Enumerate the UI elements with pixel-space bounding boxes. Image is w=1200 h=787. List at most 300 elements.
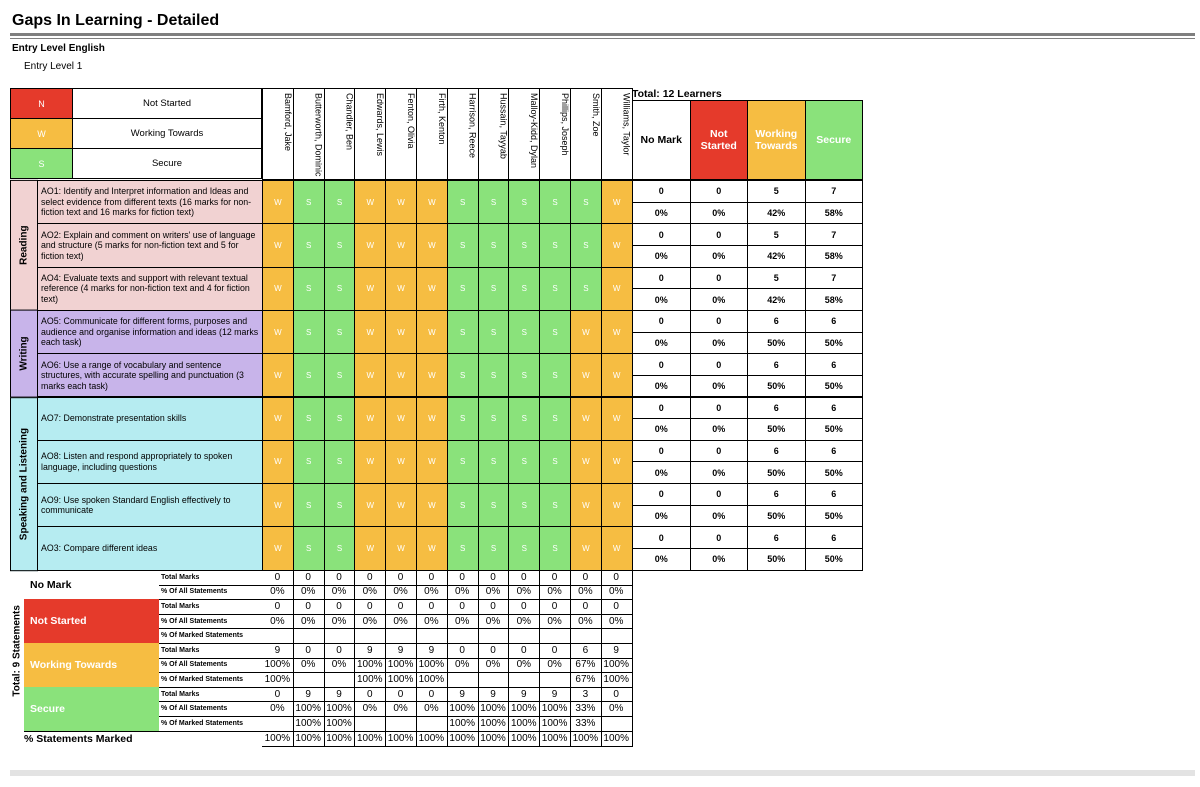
- mark-cell[interactable]: W: [601, 353, 633, 397]
- mark-cell[interactable]: W: [416, 483, 448, 527]
- stat-row-label: % Of All Statements: [159, 614, 262, 630]
- mark-cell[interactable]: W: [570, 440, 602, 484]
- section-writing: Writing: [10, 310, 38, 398]
- status-group-secure: Secure: [24, 687, 159, 732]
- mark-cell[interactable]: W: [416, 310, 448, 354]
- mark-cell[interactable]: S: [508, 223, 540, 267]
- pct-marked-value: 100%: [447, 731, 479, 747]
- stat-value: 0%: [354, 614, 386, 630]
- summary-percent: 0%: [632, 332, 691, 355]
- summary-count: 6: [747, 526, 806, 549]
- stat-value: [508, 672, 540, 688]
- pct-marked-value: 100%: [293, 731, 325, 747]
- stat-value: 0: [478, 599, 510, 615]
- mark-cell[interactable]: W: [262, 180, 294, 224]
- stat-value: 100%: [385, 658, 417, 674]
- mark-cell[interactable]: S: [508, 267, 540, 311]
- mark-cell[interactable]: S: [447, 483, 479, 527]
- stat-value: [262, 716, 294, 732]
- mark-cell[interactable]: S: [508, 180, 540, 224]
- stat-value: 3: [570, 687, 602, 703]
- mark-cell[interactable]: S: [478, 310, 510, 354]
- stat-value: 100%: [293, 701, 325, 717]
- mark-cell[interactable]: S: [324, 397, 356, 441]
- summary-percent: 0%: [690, 548, 749, 571]
- mark-cell[interactable]: W: [262, 397, 294, 441]
- mark-cell[interactable]: W: [262, 440, 294, 484]
- summary-percent: 0%: [690, 418, 749, 441]
- mark-cell[interactable]: W: [262, 310, 294, 354]
- stat-value: 9: [508, 687, 540, 703]
- stat-value: 6: [570, 643, 602, 659]
- stat-value: 0: [508, 570, 540, 586]
- stat-value: 100%: [539, 701, 571, 717]
- stat-value: 9: [416, 643, 448, 659]
- stat-value: 0: [324, 570, 356, 586]
- stat-value: 0%: [539, 614, 571, 630]
- mark-cell[interactable]: S: [539, 440, 571, 484]
- stat-value: [478, 672, 510, 688]
- mark-cell[interactable]: S: [478, 353, 510, 397]
- level-heading: Entry Level 1: [24, 61, 83, 72]
- objective-text: AO6: Use a range of vocabulary and sentence structures, with accurate spelling and punctuation (3 marks each task): [37, 353, 263, 397]
- summary-count: 0: [690, 310, 749, 333]
- legend-label: Working Towards: [72, 118, 262, 149]
- pct-marked-value: 100%: [508, 731, 540, 747]
- page-title: Gaps In Learning - Detailed: [12, 12, 220, 29]
- pct-marked-value: 100%: [324, 731, 356, 747]
- stat-value: 67%: [570, 672, 602, 688]
- stat-value: 0%: [324, 658, 356, 674]
- mark-cell[interactable]: W: [262, 353, 294, 397]
- footer-bar: [10, 770, 1195, 776]
- stat-value: 9: [293, 687, 325, 703]
- mark-cell[interactable]: W: [354, 353, 386, 397]
- mark-cell[interactable]: S: [539, 180, 571, 224]
- stat-value: 0%: [416, 701, 448, 717]
- pct-marked-value: 100%: [601, 731, 633, 747]
- stat-value: 100%: [478, 701, 510, 717]
- summary-count: 6: [747, 353, 806, 376]
- stat-row-label: % Of Marked Statements: [159, 672, 262, 688]
- mark-cell[interactable]: W: [570, 483, 602, 527]
- summary-count: 0: [632, 310, 691, 333]
- mark-cell[interactable]: W: [385, 397, 417, 441]
- mark-cell[interactable]: S: [447, 526, 479, 570]
- mark-cell[interactable]: S: [539, 223, 571, 267]
- stat-value: 0: [478, 643, 510, 659]
- summary-percent: 0%: [632, 288, 691, 311]
- summary-count: 5: [747, 223, 806, 246]
- stat-value: 0: [262, 570, 294, 586]
- mark-cell[interactable]: S: [324, 310, 356, 354]
- mark-cell[interactable]: S: [478, 397, 510, 441]
- stat-row-label: % Of Marked Statements: [159, 716, 262, 732]
- stat-value: 100%: [416, 658, 448, 674]
- stat-value: 100%: [447, 716, 479, 732]
- summary-count: 0: [632, 267, 691, 290]
- mark-cell[interactable]: S: [293, 483, 325, 527]
- stat-value: 33%: [570, 716, 602, 732]
- stat-value: 0: [447, 643, 479, 659]
- stat-value: 100%: [262, 658, 294, 674]
- summary-count: 6: [747, 397, 806, 420]
- stat-value: 33%: [570, 701, 602, 717]
- stat-value: [539, 628, 571, 644]
- stat-value: 100%: [539, 716, 571, 732]
- mark-cell[interactable]: S: [324, 440, 356, 484]
- learner-header[interactable]: Hussain, Tayyab: [478, 88, 510, 180]
- stat-value: 100%: [447, 701, 479, 717]
- mark-cell[interactable]: S: [570, 180, 602, 224]
- stat-value: 67%: [570, 658, 602, 674]
- legend-letter-s: S: [10, 148, 73, 179]
- mark-cell[interactable]: S: [293, 267, 325, 311]
- stat-value: [570, 628, 602, 644]
- mark-cell[interactable]: S: [447, 180, 479, 224]
- summary-header-secure: Secure: [805, 100, 864, 180]
- mark-cell[interactable]: S: [539, 483, 571, 527]
- mark-cell[interactable]: S: [447, 223, 479, 267]
- stat-value: 9: [478, 687, 510, 703]
- stat-value: 0%: [570, 614, 602, 630]
- mark-cell[interactable]: S: [478, 223, 510, 267]
- mark-cell[interactable]: W: [385, 180, 417, 224]
- summary-percent: 0%: [632, 245, 691, 268]
- stat-value: 0: [539, 643, 571, 659]
- pct-statements-marked-label: % Statements Marked: [24, 732, 133, 745]
- summary-header-working-towards: Working Towards: [747, 100, 806, 180]
- mark-cell[interactable]: S: [293, 223, 325, 267]
- mark-cell[interactable]: S: [324, 223, 356, 267]
- mark-cell[interactable]: W: [416, 397, 448, 441]
- summary-percent: 0%: [632, 548, 691, 571]
- mark-cell[interactable]: W: [416, 267, 448, 311]
- summary-percent: 50%: [805, 461, 864, 484]
- mark-cell[interactable]: W: [354, 397, 386, 441]
- mark-cell[interactable]: S: [324, 267, 356, 311]
- section-speaking-and-listening: Speaking and Listening: [10, 397, 38, 571]
- learner-header[interactable]: Smith, Zoe: [570, 88, 602, 180]
- mark-cell[interactable]: W: [601, 397, 633, 441]
- stat-value: 0%: [478, 614, 510, 630]
- pct-marked-value: 100%: [262, 731, 294, 747]
- mark-cell[interactable]: S: [539, 310, 571, 354]
- stat-value: 100%: [478, 716, 510, 732]
- objective-text: AO3: Compare different ideas: [37, 526, 263, 570]
- summary-percent: 42%: [747, 288, 806, 311]
- summary-count: 0: [632, 223, 691, 246]
- objective-text: AO8: Listen and respond appropriately to spoken language, including questions: [37, 440, 263, 484]
- stat-value: 9: [539, 687, 571, 703]
- legend-letter-n: N: [10, 88, 73, 119]
- pct-marked-value: 100%: [478, 731, 510, 747]
- mark-cell[interactable]: W: [570, 353, 602, 397]
- stat-value: 0: [385, 687, 417, 703]
- stat-value: 0%: [262, 701, 294, 717]
- mark-cell[interactable]: S: [508, 353, 540, 397]
- summary-percent: 50%: [747, 375, 806, 398]
- summary-percent: 50%: [805, 548, 864, 571]
- stat-value: [447, 628, 479, 644]
- stat-value: 100%: [508, 716, 540, 732]
- mark-cell[interactable]: S: [570, 223, 602, 267]
- learner-header[interactable]: Firth, Kenton: [416, 88, 448, 180]
- stat-value: 0: [262, 687, 294, 703]
- mark-cell[interactable]: W: [385, 223, 417, 267]
- stat-value: 0: [570, 599, 602, 615]
- mark-cell[interactable]: W: [385, 267, 417, 311]
- stat-value: [601, 628, 633, 644]
- mark-cell[interactable]: W: [354, 440, 386, 484]
- stat-value: 0: [447, 570, 479, 586]
- mark-cell[interactable]: W: [385, 526, 417, 570]
- stat-value: 9: [354, 643, 386, 659]
- stat-value: 0: [478, 570, 510, 586]
- mark-cell[interactable]: W: [385, 310, 417, 354]
- status-group-no-mark: No Mark: [24, 570, 159, 600]
- stat-value: 0%: [385, 614, 417, 630]
- mark-cell[interactable]: S: [447, 440, 479, 484]
- summary-percent: 0%: [690, 461, 749, 484]
- mark-cell[interactable]: S: [324, 483, 356, 527]
- summary-percent: 50%: [747, 505, 806, 528]
- stat-value: 0: [385, 570, 417, 586]
- stat-row-label: Total Marks: [159, 570, 262, 586]
- summary-count: 6: [747, 440, 806, 463]
- stat-value: 9: [262, 643, 294, 659]
- stat-value: 0: [539, 570, 571, 586]
- stat-value: 0: [447, 599, 479, 615]
- stat-value: [478, 628, 510, 644]
- stat-value: 0%: [262, 585, 294, 601]
- stat-value: 0%: [601, 701, 633, 717]
- mark-cell[interactable]: S: [293, 440, 325, 484]
- summary-count: 6: [747, 483, 806, 506]
- learner-header[interactable]: Chandler, Ben: [324, 88, 356, 180]
- stat-value: [293, 672, 325, 688]
- mark-cell[interactable]: W: [570, 310, 602, 354]
- stat-value: 0: [539, 599, 571, 615]
- mark-cell[interactable]: W: [354, 526, 386, 570]
- mark-cell[interactable]: W: [385, 353, 417, 397]
- learner-header[interactable]: Bamford, Jake: [262, 88, 294, 180]
- mark-cell[interactable]: W: [601, 267, 633, 311]
- stat-value: [324, 672, 356, 688]
- mark-cell[interactable]: S: [508, 483, 540, 527]
- summary-percent: 0%: [632, 418, 691, 441]
- mark-cell[interactable]: S: [539, 397, 571, 441]
- stat-value: 0%: [354, 585, 386, 601]
- summary-percent: 50%: [805, 505, 864, 528]
- mark-cell[interactable]: S: [570, 267, 602, 311]
- mark-cell[interactable]: W: [385, 440, 417, 484]
- mark-cell[interactable]: W: [601, 526, 633, 570]
- stat-value: 0: [293, 643, 325, 659]
- mark-cell[interactable]: W: [416, 440, 448, 484]
- summary-percent: 50%: [805, 418, 864, 441]
- stat-value: 0%: [508, 658, 540, 674]
- mark-cell[interactable]: W: [354, 483, 386, 527]
- stat-value: 100%: [354, 658, 386, 674]
- stat-value: 100%: [293, 716, 325, 732]
- summary-count: 7: [805, 223, 864, 246]
- mark-cell[interactable]: S: [478, 267, 510, 311]
- mark-cell[interactable]: W: [416, 223, 448, 267]
- mark-cell[interactable]: S: [324, 180, 356, 224]
- stat-value: 0%: [478, 585, 510, 601]
- mark-cell[interactable]: W: [570, 397, 602, 441]
- stat-value: 0: [262, 599, 294, 615]
- summary-percent: 50%: [805, 375, 864, 398]
- summary-percent: 0%: [690, 375, 749, 398]
- mark-cell[interactable]: S: [293, 397, 325, 441]
- stat-value: 0%: [478, 658, 510, 674]
- summary-percent: 50%: [747, 548, 806, 571]
- stat-value: 0%: [262, 614, 294, 630]
- objective-text: AO4: Evaluate texts and support with relevant textual reference (4 marks for non-fiction text and 4 for fiction text): [37, 267, 263, 311]
- mark-cell[interactable]: W: [354, 310, 386, 354]
- stat-value: 0: [601, 687, 633, 703]
- mark-cell[interactable]: S: [539, 526, 571, 570]
- stat-value: 0%: [385, 701, 417, 717]
- stat-value: 100%: [324, 716, 356, 732]
- objective-text: AO9: Use spoken Standard English effectively to communicate: [37, 483, 263, 527]
- stat-value: 0%: [539, 585, 571, 601]
- mark-cell[interactable]: W: [262, 223, 294, 267]
- summary-count: 0: [690, 180, 749, 203]
- mark-cell[interactable]: W: [354, 267, 386, 311]
- mark-cell[interactable]: S: [293, 180, 325, 224]
- mark-cell[interactable]: S: [447, 353, 479, 397]
- summary-count: 0: [632, 397, 691, 420]
- stat-row-label: % Of All Statements: [159, 585, 262, 601]
- status-group-working-towards: Working Towards: [24, 643, 159, 688]
- summary-percent: 50%: [747, 461, 806, 484]
- stat-value: 0: [293, 599, 325, 615]
- stat-value: 0: [324, 599, 356, 615]
- stat-value: [293, 628, 325, 644]
- stat-value: 9: [385, 643, 417, 659]
- learner-header[interactable]: Harrison, Reece: [447, 88, 479, 180]
- stat-value: [354, 716, 386, 732]
- mark-cell[interactable]: S: [478, 180, 510, 224]
- stat-value: 0%: [416, 585, 448, 601]
- mark-cell[interactable]: W: [354, 180, 386, 224]
- learner-header[interactable]: Butterworth, Dominic: [293, 88, 325, 180]
- mark-cell[interactable]: S: [447, 310, 479, 354]
- learner-header[interactable]: Williams, Taylor: [601, 88, 633, 180]
- stat-value: 0: [601, 599, 633, 615]
- stat-row-label: Total Marks: [159, 687, 262, 703]
- mark-cell[interactable]: W: [601, 180, 633, 224]
- mark-cell[interactable]: S: [293, 526, 325, 570]
- summary-header-not-started: Not Started: [690, 100, 749, 180]
- mark-cell[interactable]: S: [478, 440, 510, 484]
- stat-value: 0: [601, 570, 633, 586]
- learner-header[interactable]: Edwards, Lewis: [354, 88, 386, 180]
- mark-cell[interactable]: S: [324, 353, 356, 397]
- summary-percent: 0%: [690, 505, 749, 528]
- stat-value: [385, 628, 417, 644]
- mark-cell[interactable]: W: [570, 526, 602, 570]
- stat-value: 100%: [601, 672, 633, 688]
- stat-value: 0%: [601, 585, 633, 601]
- mark-cell[interactable]: W: [385, 483, 417, 527]
- summary-percent: 50%: [747, 332, 806, 355]
- mark-cell[interactable]: S: [293, 353, 325, 397]
- mark-cell[interactable]: W: [354, 223, 386, 267]
- mark-cell[interactable]: S: [293, 310, 325, 354]
- learner-header[interactable]: Phillips, Joseph: [539, 88, 571, 180]
- mark-cell[interactable]: S: [539, 353, 571, 397]
- summary-count: 5: [747, 267, 806, 290]
- mark-cell[interactable]: W: [601, 223, 633, 267]
- mark-cell[interactable]: S: [508, 310, 540, 354]
- stat-value: 100%: [324, 701, 356, 717]
- stat-value: 0: [416, 599, 448, 615]
- mark-cell[interactable]: S: [508, 526, 540, 570]
- mark-cell[interactable]: S: [508, 397, 540, 441]
- stat-value: 0: [293, 570, 325, 586]
- stat-value: 0%: [508, 585, 540, 601]
- learner-header[interactable]: Fenton, Olivia: [385, 88, 417, 180]
- mark-cell[interactable]: S: [447, 397, 479, 441]
- mark-cell[interactable]: S: [539, 267, 571, 311]
- pct-marked-value: 100%: [570, 731, 602, 747]
- mark-cell[interactable]: W: [601, 440, 633, 484]
- mark-cell[interactable]: W: [601, 310, 633, 354]
- stat-value: 0: [508, 643, 540, 659]
- mark-cell[interactable]: W: [262, 526, 294, 570]
- mark-cell[interactable]: S: [478, 526, 510, 570]
- summary-percent: 50%: [805, 332, 864, 355]
- stat-value: [385, 716, 417, 732]
- mark-cell[interactable]: W: [416, 353, 448, 397]
- summary-percent: 0%: [632, 202, 691, 225]
- stat-value: 0%: [293, 585, 325, 601]
- stat-value: 0: [508, 599, 540, 615]
- summary-count: 0: [632, 483, 691, 506]
- mark-cell[interactable]: S: [508, 440, 540, 484]
- mark-cell[interactable]: W: [416, 526, 448, 570]
- summary-count: 7: [805, 267, 864, 290]
- mark-cell[interactable]: W: [262, 267, 294, 311]
- mark-cell[interactable]: S: [478, 483, 510, 527]
- summary-count: 0: [690, 483, 749, 506]
- mark-cell[interactable]: W: [416, 180, 448, 224]
- stat-value: 0%: [416, 614, 448, 630]
- summary-percent: 0%: [690, 245, 749, 268]
- mark-cell[interactable]: S: [324, 526, 356, 570]
- summary-count: 5: [747, 180, 806, 203]
- summary-percent: 58%: [805, 245, 864, 268]
- pct-marked-value: 100%: [354, 731, 386, 747]
- stat-value: [416, 716, 448, 732]
- stat-row-label: % Of Marked Statements: [159, 628, 262, 644]
- stat-value: 0: [385, 599, 417, 615]
- mark-cell[interactable]: W: [601, 483, 633, 527]
- summary-percent: 42%: [747, 245, 806, 268]
- stat-row-label: Total Marks: [159, 643, 262, 659]
- mark-cell[interactable]: S: [447, 267, 479, 311]
- summary-count: 6: [805, 310, 864, 333]
- mark-cell[interactable]: W: [262, 483, 294, 527]
- learner-header[interactable]: Malloy-Kidd, Dylan: [508, 88, 540, 180]
- objective-text: AO5: Communicate for different forms, purposes and audience and organise information and ideas (12 marks each task): [37, 310, 263, 354]
- objective-text: AO1: Identify and Interpret information and Ideas and select evidence from different texts (16 marks for non-fiction text and 16 marks for fiction text): [37, 180, 263, 224]
- summary-count: 6: [805, 440, 864, 463]
